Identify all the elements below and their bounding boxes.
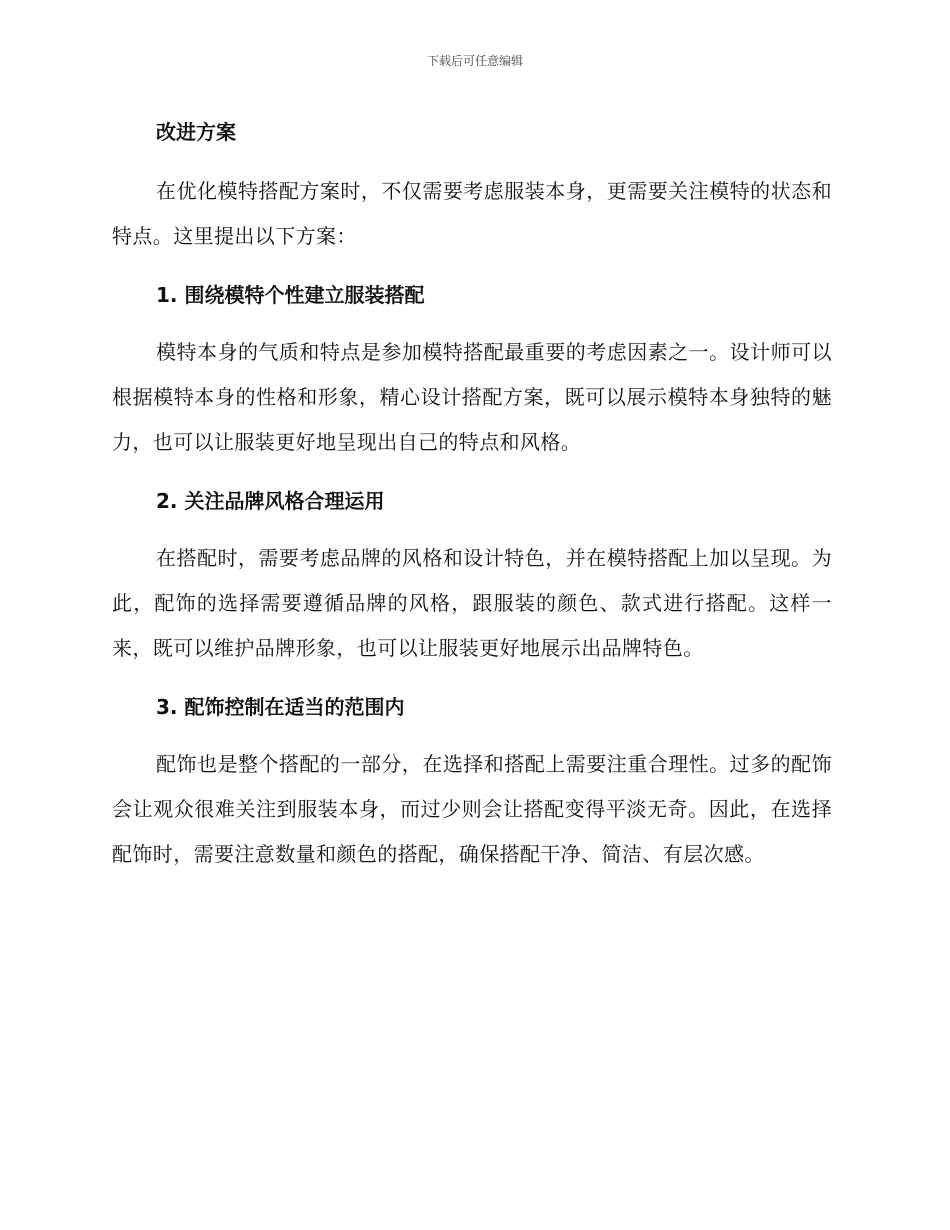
section-2-paragraph: 在搭配时，需要考虑品牌的风格和设计特色，并在模特搭配上加以呈现。为此，配饰的选择需要遵循品牌的风格，跟服装的颜色、款式进行搭配。这样一来，既可以维护品牌形象，也可以让服装更好地展示出品牌特色。 xyxy=(112,546,832,660)
document-body xyxy=(112,110,832,877)
section-1-paragraph: 模特本身的气质和特点是参加模特搭配最重要的考虑因素之一。设计师可以根据模特本身的性格和形象，精心设计搭配方案，既可以展示模特本身独特的魅力，也可以让服装更好地呈现出自己的特点和风格。 xyxy=(112,340,832,454)
section-3-heading: 3. 配饰控制在适当的范围内 xyxy=(156,695,405,719)
section-1-heading: 1. 围绕模特个性建立服装搭配 xyxy=(156,283,425,307)
document-title: 改进方案 xyxy=(156,120,236,144)
intro-paragraph: 在优化模特搭配方案时，不仅需要考虑服装本身，更需要关注模特的状态和特点。这里提出以下方案： xyxy=(112,179,832,248)
section-3-paragraph: 配饰也是整个搭配的一部分，在选择和搭配上需要注重合理性。过多的配饰会让观众很难关注到服装本身，而过少则会让搭配变得平淡无奇。因此，在选择配饰时，需要注意数量和颜色的搭配，确保搭配干净、简洁、有层次感。 xyxy=(112,752,832,866)
section-2-heading: 2. 关注品牌风格合理运用 xyxy=(156,489,385,513)
page-header-note: 下载后可任意编辑 xyxy=(426,54,523,68)
